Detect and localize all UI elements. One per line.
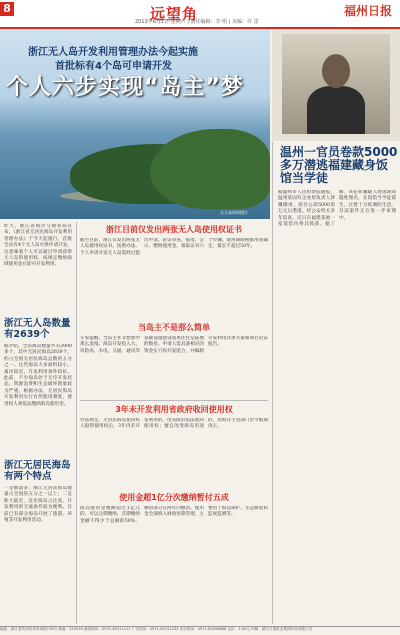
photo-credit: 无人岛资料图片 bbox=[220, 210, 248, 215]
column-divider bbox=[272, 142, 273, 624]
page-number: 8 bbox=[0, 2, 14, 16]
photo-person-head bbox=[322, 54, 350, 88]
footer: 地址：浙江省杭州市体育场路178号 邮编：310039 新闻热线：0571-85311111 广告热线：0571-85311234 发行热线：0571-85098888 定价：1.00元 印刷：浙江日报报业集团印务有限公司 bbox=[0, 626, 400, 635]
lead-kicker: 浙江无人岛开发利用管理办法今起实施 bbox=[28, 47, 198, 58]
column-divider bbox=[76, 222, 77, 624]
section-body: 据介绍，全省海岛数量共有3000多个，其中无居民海岛2639个，约占全国无居民海岛总数的五分之一。这些海岛大多面积较小、离岸较近，开发利用条件较好。此前，不少海岛处于无序开发状态，资源浪费和生态破坏现象较为严重。根据办法，无居民海岛开发利用实行有偿使用制度，使用权人须依法缴纳海岛使用金。 bbox=[4, 344, 72, 407]
section-body: 专家提醒，当岛主并非想象中那么浪漫。海岛开发投入大、风险高，水电、交通、通讯等基础设施建设成本往往是陆地的数倍。申请人需具备相应的资金实力和开发能力，并编制开发利用具体方案和项目论证报告。 bbox=[80, 336, 268, 354]
section-name: 远望角 bbox=[150, 5, 199, 23]
section-heading: 浙江无人岛数量有2639个 bbox=[4, 318, 71, 340]
section-body: 截至目前，浙江仅发出两张无人岛使用权证书。按照办法，个人申请开发无人岛需经过提出申请、论证审查、报批、公示、缴纳使用金、领取证书六个步骤。使用期限根据用途确定，最长不超过50年。 bbox=[80, 238, 268, 256]
dateline: 2013年6月1日 星期六 | 责任编辑：李 明 | 美编：许 雷 bbox=[135, 19, 259, 25]
photo-person-body bbox=[307, 86, 365, 134]
section-body: 一是数量多，浙江无居民海岛数量占全国的五分之一以上；二是距大陆近，近岸海岛占比高，开发利用的交通条件较为便利。目前已有部分海岛开展了旅游、养殖等开发利用活动。 bbox=[4, 486, 72, 524]
section-heading: 使用金超1亿分次缴纳暂付五成 bbox=[119, 493, 229, 502]
lead-headline: 个人六步实现“岛主”梦 bbox=[6, 75, 244, 100]
lead-deck: 首批标有4个岛可申请开发 bbox=[55, 61, 172, 72]
side-photo bbox=[282, 34, 390, 134]
section-body: 海岛使用金数额超过1亿元的，可以分期缴纳，首期缴纳金额不得少于总额的50%，剩余部分在两年内缴清。使用金全部纳入财政预算管理，主要用于海岛保护、生态修复和监视监测等。 bbox=[80, 506, 268, 524]
side-body: 据温州市人民检察院通报，温州某国有企业原负责人涉嫌挪用、侵吞公款5000余万元后潜逃。经公安机关多年追查，近日在福建某地一家饭馆内将其抓获。据了解，该犯罪嫌疑人潜逃期间隐姓埋名，在饭馆当学徒谋生，过着十分低调的生活。目前案件正在进一步审理中。 bbox=[278, 190, 396, 228]
section-divider bbox=[80, 400, 268, 401]
photo-island-hill bbox=[150, 129, 270, 209]
section-body: 办法规定，无居民海岛使用权人取得使用权后，3年内未开发利用的，由省政府依法收回使用权；擅自改变海岛用途的，由海洋主管部门责令限期改正。 bbox=[80, 418, 268, 430]
lead-intro: 昨天，浙江省海洋与渔业局宣布，《浙江省无居民海岛开发利用管理办法》于今天起施行。首批全省有4个无人岛可供申请开发。这意味着个人可以通过申请获得无人岛的使用权，按规定缴纳海域使用金后即可开发利用。 bbox=[4, 224, 72, 268]
side-headline: 温州一官员卷款5000多万潜逃福建藏身饭馆当学徒 bbox=[280, 145, 398, 185]
section-heading: 浙江无居民海岛有两个特点 bbox=[4, 460, 71, 482]
section-heading: 3年未开发利用省政府收回使用权 bbox=[115, 405, 233, 414]
section-heading: 浙江目前仅发出两张无人岛使用权证书 bbox=[106, 225, 242, 234]
masthead-logo: 福州日报 bbox=[343, 4, 392, 18]
section-heading: 当岛主不是那么简单 bbox=[138, 323, 210, 332]
